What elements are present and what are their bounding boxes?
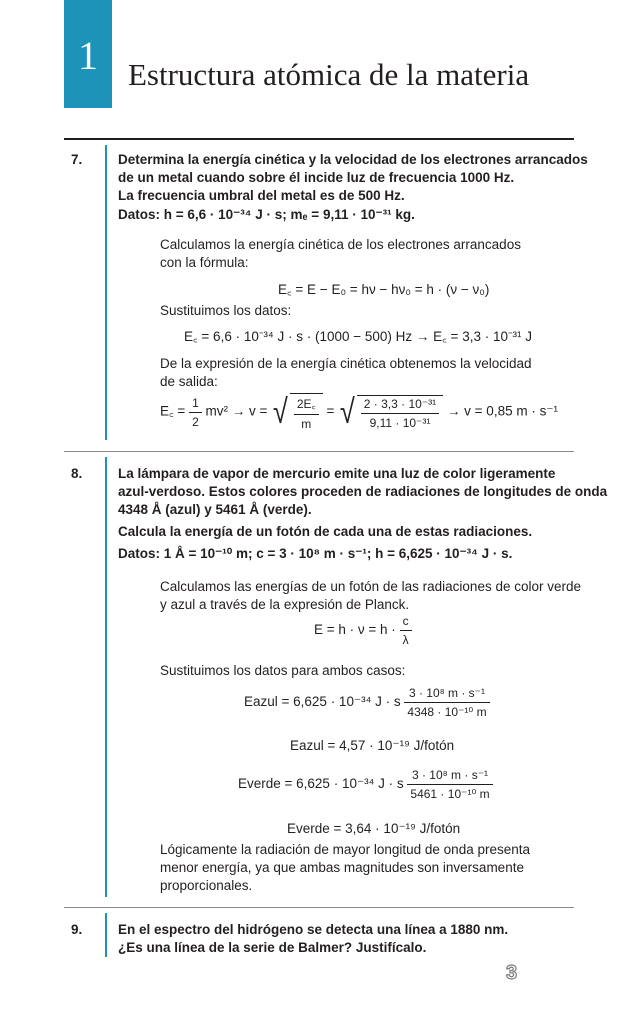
velocity-equation	[160, 392, 558, 432]
radical-sign-icon: √	[339, 393, 355, 431]
answer-8-conclusion: proporcionales.	[160, 878, 253, 893]
fraction-denominator: m	[301, 417, 312, 431]
answer-7-substitute-label: Sustituimos los datos:	[160, 303, 292, 318]
fraction-numerator: c	[400, 614, 412, 631]
fraction-numerator: 1	[189, 396, 202, 413]
verde-fraction	[407, 768, 492, 801]
fraction-denominator: 2	[192, 414, 199, 429]
problem-7-question-line: La frecuencia umbral del metal es de 500 Hz.	[118, 188, 405, 203]
problem-9-question-line: ¿Es una línea de la serie de Balmer? Justifícalo.	[118, 940, 427, 955]
fraction-numerator: 3 · 10⁸ m · s⁻¹	[404, 686, 489, 703]
answer-7-velocity-text: De la expresión de la energía cinética obtenemos la velocidad	[160, 356, 532, 371]
answer-8-conclusion: Lógicamente la radiación de mayor longitud de onda presenta	[160, 842, 530, 857]
problem-9-number: 9.	[71, 922, 83, 937]
header-rule	[64, 138, 574, 140]
problem-7-question-line: Determina la energía cinética y la velocidad de los electrones arrancados	[118, 152, 588, 167]
problem-8-number: 8.	[71, 466, 83, 481]
problem-8-question-line: 4348 Å (azul) y 5461 Å (verde).	[118, 502, 312, 517]
problem-8-data: Datos: 1 Å = 10⁻¹⁰ m; c = 3 · 10⁸ m · s⁻¹; h = 6,625 · 10⁻³⁴ J · s.	[118, 546, 513, 561]
fraction-denominator: 9,11 · 10⁻³¹	[369, 415, 431, 430]
velocity-eq-equals: =	[326, 403, 335, 419]
answer-7-intro: con la fórmula:	[160, 255, 249, 270]
kinetic-energy-formula: E꜀ = E − E₀ = hν − hν₀ = h · (ν − ν₀)	[278, 282, 490, 297]
radical-sign-icon: √	[273, 393, 288, 431]
fraction-denominator: 5461 · 10⁻¹⁰ m	[410, 787, 490, 801]
problem-7-number: 7.	[71, 152, 83, 167]
azul-fraction	[404, 686, 489, 719]
verde-equation	[238, 768, 493, 801]
azul-result: Eazul = 4,57 · 10⁻¹⁹ J/fotón	[290, 738, 455, 753]
velocity-eq-mid: mv² → v =	[205, 403, 268, 419]
answer-7-intro: Calculamos la energía cinética de los electrones arrancados	[160, 237, 521, 252]
problem-7-question-line: de un metal cuando sobre él incide luz de frecuencia 1000 Hz.	[118, 170, 515, 185]
answer-8-intro: y azul a través de la expresión de Planck.	[160, 597, 410, 612]
fraction-denominator: λ	[402, 633, 409, 647]
fraction-numerator: 2E꜀	[294, 395, 319, 415]
planck-equation	[314, 614, 412, 647]
divider	[64, 907, 574, 908]
chapter-title: Estructura atómica de la materia	[128, 57, 530, 92]
azul-equation	[244, 686, 490, 719]
answer-7-velocity-text: de salida:	[160, 374, 218, 389]
velocity-eq-lhs: E꜀ =	[160, 403, 186, 419]
fraction-denominator: 4348 · 10⁻¹⁰ m	[407, 705, 487, 719]
divider	[64, 451, 574, 452]
fraction-numerator: 2 · 3,3 · 10⁻³¹	[361, 397, 439, 414]
planck-lhs: E = h · ν = h ·	[314, 622, 396, 638]
planck-fraction	[400, 614, 412, 647]
problem-8-question-line: azul-verdoso. Estos colores proceden de radiaciones de longitudes de onda	[118, 484, 608, 499]
answer-8-conclusion: menor energía, ya que ambas magnitudes son inversamente	[160, 860, 524, 875]
problem-8-question-line: Calcula la energía de un fotón de cada una de estas radiaciones.	[118, 524, 533, 539]
problem-7-bar	[105, 145, 107, 440]
azul-lhs: Eazul = 6,625 · 10⁻³⁴ J · s	[244, 694, 401, 710]
sqrt-symbolic	[271, 392, 323, 432]
sqrt-numeric	[338, 392, 443, 432]
problem-9-question-line: En el espectro del hidrógeno se detecta una línea a 1880 nm.	[118, 922, 509, 937]
chapter-number: 1	[78, 33, 98, 78]
answer-8-substitute-label: Sustituimos los datos para ambos casos:	[160, 663, 406, 678]
kinetic-energy-substitution: E꜀ = 6,6 · 10⁻³⁴ J · s · (1000 − 500) Hz → E꜀ = 3,3 · 10⁻³¹ J	[184, 329, 533, 344]
fraction-one-half	[189, 396, 202, 429]
problem-9-bar	[105, 913, 107, 957]
fraction-numerator: 3 · 10⁸ m · s⁻¹	[407, 768, 492, 785]
problem-7-data: Datos: h = 6,6 · 10⁻³⁴ J · s; mₑ = 9,11 · 10⁻³¹ kg.	[118, 207, 415, 222]
verde-lhs: Everde = 6,625 · 10⁻³⁴ J · s	[238, 776, 404, 792]
answer-8-intro: Calculamos las energías de un fotón de las radiaciones de color verde	[160, 579, 581, 594]
problem-8-bar	[105, 457, 107, 897]
problem-8-question-line: La lámpara de vapor de mercurio emite una luz de color ligeramente	[118, 466, 556, 481]
velocity-result: → v = 0,85 m · s⁻¹	[446, 403, 558, 419]
page-number: 3	[506, 962, 518, 984]
verde-result: Everde = 3,64 · 10⁻¹⁹ J/fotón	[287, 821, 461, 836]
